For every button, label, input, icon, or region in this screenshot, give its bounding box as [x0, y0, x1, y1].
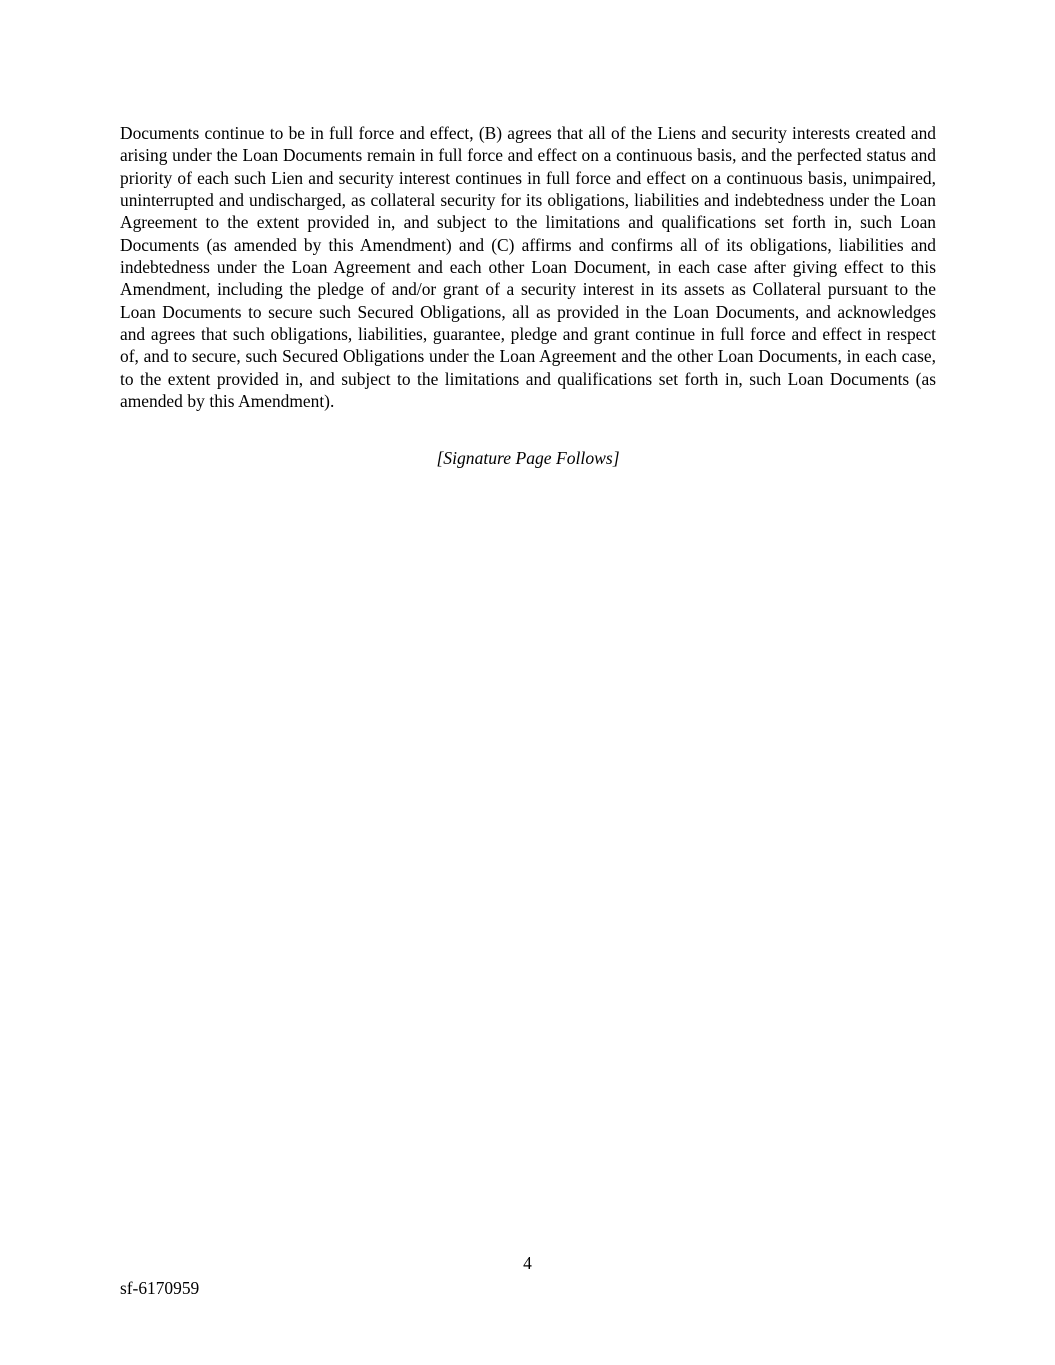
- document-reference-id: sf-6170959: [120, 1278, 200, 1298]
- document-content: [120, 122, 936, 469]
- signature-page-follows-note: [Signature Page Follows]: [436, 448, 620, 469]
- page-number: 4: [523, 1253, 532, 1273]
- page-footer: [0, 1245, 1055, 1365]
- body-paragraph: Documents continue to be in full force and effect, (B) agrees that all of the Liens and security interests created and arising under the Loan Documents remain in full force and effect on a continuous basis, and the perfected status and priority of each such Lien and security interest continues in full force and effect on a continuous basis, unimpaired, uninterrupted and undischarged, as collateral security for its obligations, liabilities and indebtedness under the Loan Agreement to the extent provided in, and subject to the limitations and qualifications set forth in, such Loan Documents (as amended by this Amendment) and (C) affirms and confirms all of its obligations, liabilities and indebtedness under the Loan Agreement and each other Loan Document, in each case after giving effect to this Amendment, including the pledge of and/or grant of a security interest in its assets as Collateral pursuant to the Loan Documents to secure such Secured Obligations, all as provided in the Loan Documents, and acknowledges and agrees that such obligations, liabilities, guarantee, pledge and grant continue in full force and effect in respect of, and to secure, such Secured Obligations under the Loan Agreement and the other Loan Documents, in each case, to the extent provided in, and subject to the limitations and qualifications set forth in, such Loan Documents (as amended by this Amendment).: [120, 123, 936, 412]
